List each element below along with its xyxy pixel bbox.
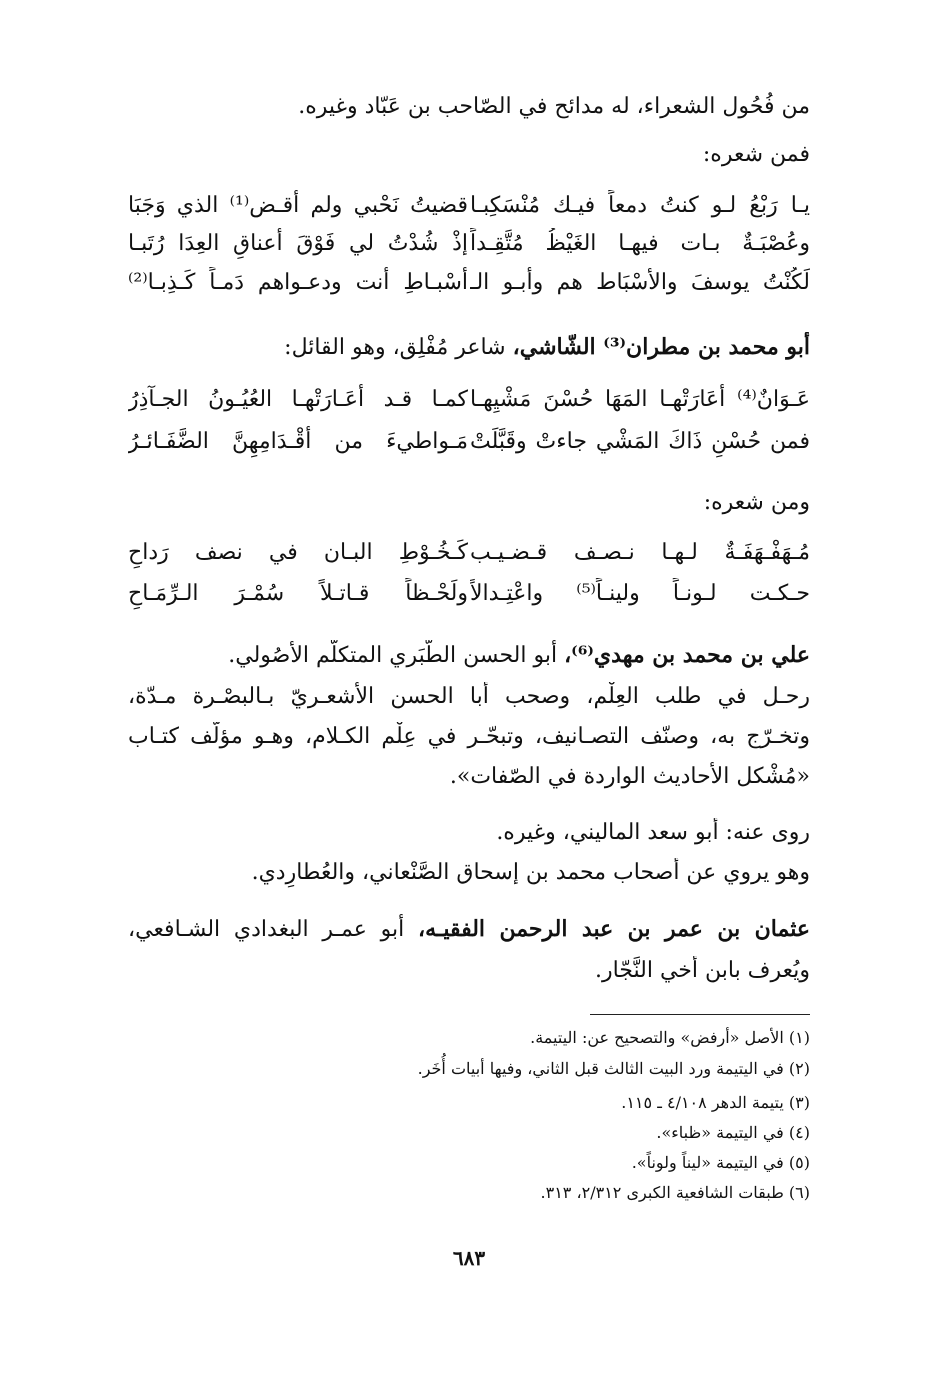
entry-description: شاعر مُفْلِق، وهو القائل: <box>284 335 513 360</box>
verse-hemistich-second: ولَحْـظاً قـاتـلاً سُمْـرَ الـرِّمَـاحِ <box>128 581 468 606</box>
verse-line <box>128 578 810 610</box>
verse-hemistich-second: أسْبـاطِ أنت ودعـواهم دَمـاً كَـذِبـا⁽²⁾ <box>128 270 468 295</box>
verse-hemistich-first: فمن حُسْنِ ذَاكَ المَشْي جاءتْ وقَبَّلَتْ <box>470 429 810 454</box>
verse-hemistich-first: وعُصْبَـةٌ بـات فيهـا الغَيْظُ مُتَّقِـداً <box>470 231 810 256</box>
paragraph-line: وتخـرّج به، وصنّف التصـانيف، وتبحّـر في عِلْم الكـلام، وهـو مؤلّف كتـاب <box>128 724 810 749</box>
verse-hemistich-second: إذْ شُدْتُ لي فَوْقَ أعناقِ العِدَا رُتَبـا <box>128 231 468 256</box>
verse-hemistich-second: قضيتُ نَحْبي ولم أقـض⁽¹⁾ الذي وَجَبَا <box>128 193 468 218</box>
footnote: (١) الأصل «أرفض» والتصحيح عن: اليتيمة. <box>530 1028 810 1047</box>
footnote-separator <box>590 1014 810 1015</box>
text-line: فمن شعره: <box>702 142 810 167</box>
verse-line <box>128 228 810 260</box>
verse-hemistich-second: مَـواطيءَ من أقْـدَامِهِنَّ الضَّفَـائـرُ <box>128 429 468 454</box>
verse-hemistich-first: لَكُنْتُ يوسفَ والأَسْبَاط هم وأبـو الـ <box>470 270 810 295</box>
verse-line <box>128 190 810 222</box>
footnote: (٦) طبقات الشافعية الكبرى ٢/٣١٢، ٣١٣. <box>540 1183 810 1202</box>
verse-line <box>128 537 810 569</box>
text-line: ويُعرف بابن أخي النَّجّار. <box>594 958 810 983</box>
verse-hemistich-first: حـكـت لـونـاً ولينـاً⁽⁵⁾ واعْتِـدالاً <box>470 581 810 606</box>
entry-name: أبو محمد بن مطران⁽³⁾ الشّاشي، <box>512 334 810 360</box>
verse-hemistich-first: عَـوَانٌ⁽⁴⁾ أعَارَتْهـا المَهَا حُسْنَ مَشْيِهـا <box>470 387 810 412</box>
entry-description: أبو الحسن الطَّبَري المتكلّم الأُصُولي. <box>228 643 565 668</box>
entry-heading <box>128 640 810 671</box>
entry-heading <box>128 914 810 945</box>
footnote: (٣) يتيمة الدهر ٤/١٠٨ ـ ١١٥. <box>621 1093 810 1112</box>
text-line: روى عنه: أبو سعد الماليني، وغيره. <box>496 820 810 845</box>
entry-name: علي بن محمد بن مهدي⁽⁶⁾، <box>564 642 810 668</box>
verse-hemistich-first: مُـهَفْـهَفَـةٌ لـهـا نـصـف قـضـيـب <box>470 540 810 565</box>
footnote: (٤) في اليتيمة «ظباء». <box>656 1123 810 1142</box>
verse-line <box>128 384 810 416</box>
verse-line <box>128 426 810 458</box>
entry-description: أبو عمـر البغدادي الشـافعي، <box>128 917 418 942</box>
verse-line <box>128 267 810 299</box>
verse-hemistich-second: كمـا قـد أعَـارَتْهـا العُيُـونُ الجـآذِرُ <box>128 387 468 412</box>
page-number: ٦٨٣ <box>452 1246 486 1270</box>
text-line: من فُحُول الشعراء، له مدائح في الصّاحب بن عَبّاد وغيره. <box>298 94 810 119</box>
verse-hemistich-first: يـا رَبْعُ لـو كنتُ دمعاً فيـك مُنْسَكِبـا <box>470 193 810 218</box>
text-line: ومن شعره: <box>703 490 810 515</box>
footnote: (٥) في اليتيمة «ليناً ولوناً». <box>631 1153 810 1172</box>
paragraph-line: «مُشْكل الأحاديث الواردة في الصّفات». <box>449 764 810 789</box>
entry-name: عثمان بن عمر بن عبد الرحمن الفقيـه، <box>417 916 810 942</box>
footnote: (٢) في اليتيمة ورد البيت الثالث قبل الثاني، وفيها أبيات أُخَر. <box>417 1059 810 1078</box>
text-line: وهو يروي عن أصحاب محمد بن إسحاق الصَّنْعاني، والعُطارِدي. <box>251 860 810 885</box>
verse-hemistich-second: كَـخُـوْطِ البـان في نصف رَداحِ <box>128 540 468 565</box>
entry-heading <box>128 332 810 363</box>
paragraph-line: رحـل في طلب العِلْم، وصحب أبا الحسن الأشعـريّ بـالبصْـرة مـدّة، <box>128 684 810 709</box>
